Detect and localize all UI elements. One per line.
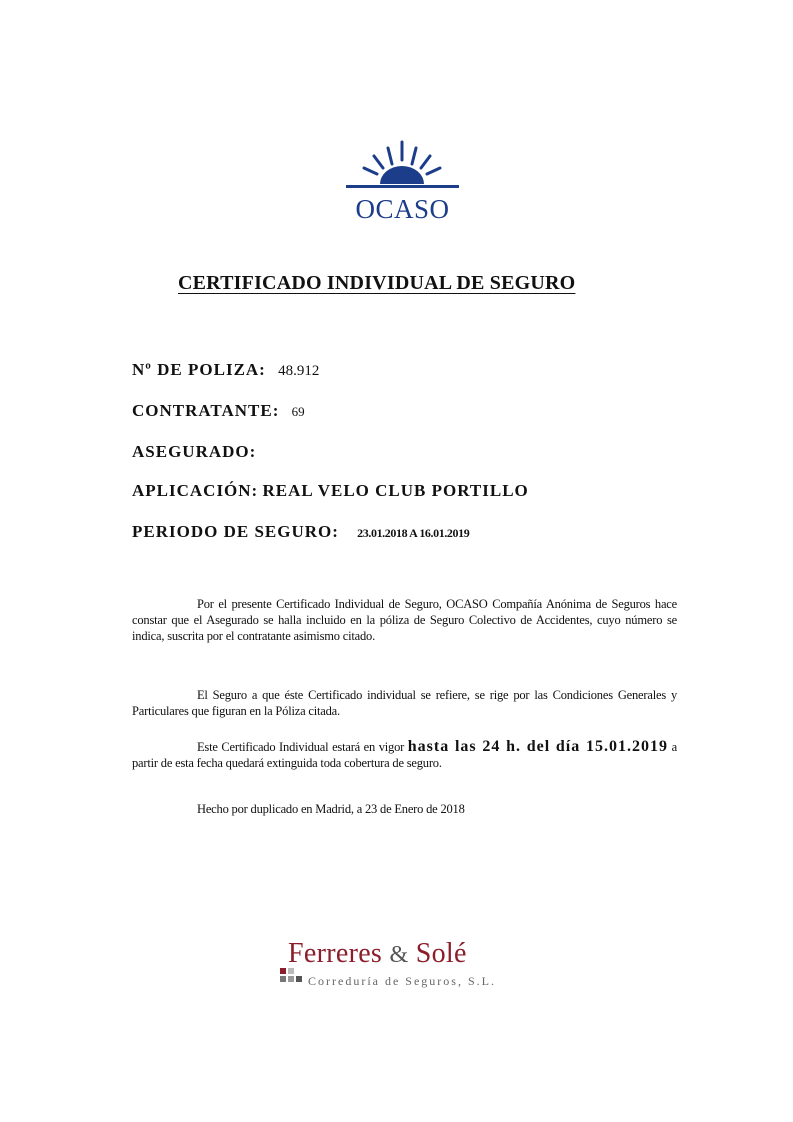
ocaso-logo [340, 138, 465, 228]
paragraph-conditions [132, 687, 677, 719]
certificate-title: CERTIFICADO INDIVIDUAL DE SEGURO [178, 272, 576, 294]
paragraph-inclusion [132, 596, 677, 644]
field-periodo [132, 522, 469, 542]
field-contratante [132, 401, 305, 421]
broker-ampersand: & [389, 942, 409, 968]
poliza-value: 48.912 [278, 363, 320, 379]
field-poliza [132, 360, 319, 380]
signature-line: Hecho por duplicado en Madrid, a 23 de Enero de 2018 [197, 802, 465, 816]
validity-outro: a partir de esta fecha quedará extinguida toda cobertura de seguro. [132, 740, 677, 770]
validity-intro: Este Certificado Individual estará en vigor [197, 740, 405, 754]
logo-wordmark: OCASO [355, 194, 450, 224]
broker-name-a: Ferreres [288, 938, 383, 969]
contratante-value: 69 [291, 404, 305, 419]
contratante-label: CONTRATANTE: [132, 401, 280, 420]
asegurado-label: ASEGURADO: [132, 442, 257, 461]
aplicacion-label: APLICACIÓN: [132, 481, 259, 500]
paragraph-validity [132, 739, 677, 771]
paragraph-inclusion-text: Por el presente Certificado Individual de Seguro, OCASO Compañía Anónima de Seguros hace constar que el Asegurado se halla incluido en la póliza de Seguro Colectivo de Accidentes, cuyo número se indica, suscrita por el contratante asimismo citado. [132, 597, 677, 643]
broker-name-b: Solé [415, 938, 467, 969]
field-aplicacion [132, 481, 529, 501]
broker-logo [280, 938, 540, 998]
broker-subtitle: Correduría de Seguros, S.L. [308, 974, 496, 988]
periodo-label: PERIODO DE SEGURO: [132, 522, 339, 541]
poliza-label: Nº DE POLIZA: [132, 360, 266, 379]
periodo-value: 23.01.2018 A 16.01.2019 [357, 526, 470, 540]
paragraph-conditions-text: El Seguro a que éste Certificado individual se refiere, se rige por las Condiciones Generales y Particulares que figuran en la Póliza citada. [132, 688, 677, 718]
broker-name [288, 938, 467, 970]
aplicacion-value: REAL VELO CLUB PORTILLO [262, 481, 529, 500]
field-asegurado [132, 442, 256, 462]
validity-deadline: hasta las 24 h. del día 15.01.2019 [407, 738, 668, 755]
sun-rays-icon [340, 138, 465, 194]
